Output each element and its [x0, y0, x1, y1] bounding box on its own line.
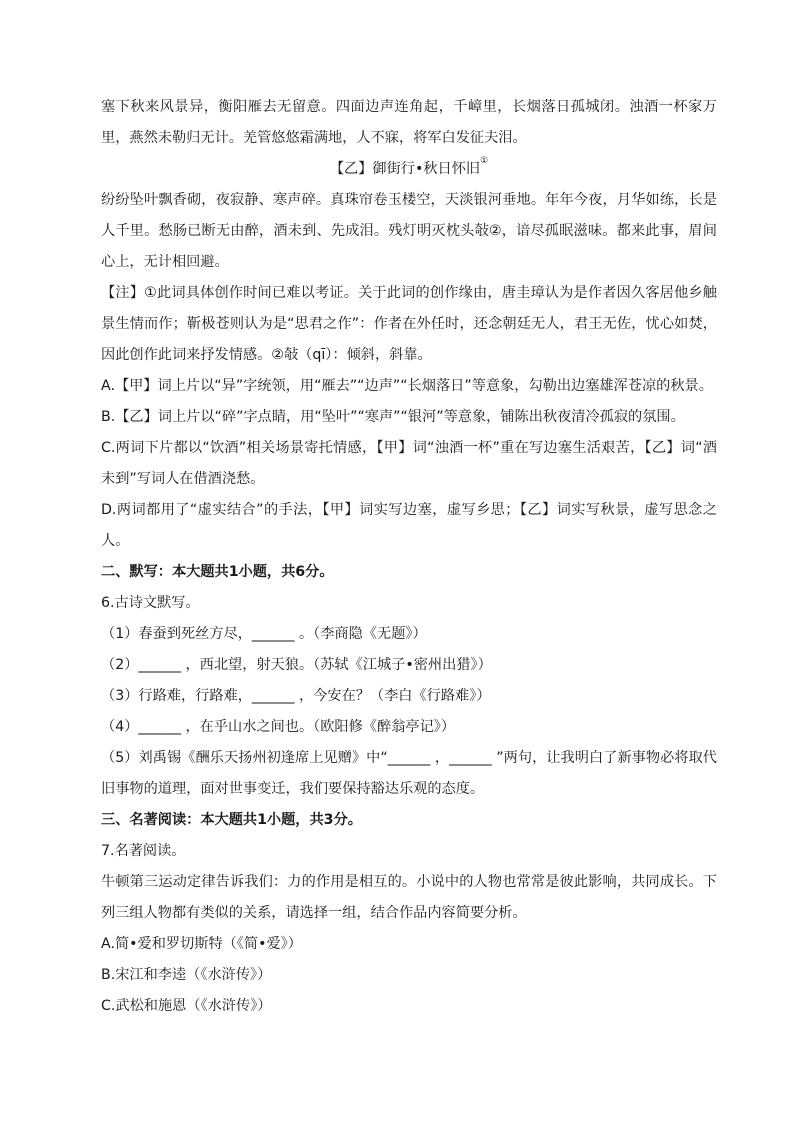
question-7-option-a: A.简•爱和罗切斯特（《简•爱》） [101, 936, 302, 952]
question-6-item-2: （2）______ ，西北望，射天狼。（苏轼《江城子•密州出猎》） [101, 657, 492, 673]
option-c: C.两词下片都以“饮酒”相关场景寄托情感，【甲】词“浊酒一杯”重在写边塞生活艰苦，【乙】词“酒未到”写词人在借酒浇愁。 [101, 440, 717, 487]
section-3-title: 三、名著阅读：本大题共1小题，共3分。 [101, 812, 362, 828]
question-6-title: 6.古诗文默写。 [101, 595, 200, 611]
section-2-title: 二、默写：本大题共1小题，共6分。 [101, 564, 334, 580]
question-6-item-4: （4）______ ，在乎山水之间也。（欧阳修《醉翁亭记》） [101, 719, 456, 735]
poem-note: 【注】①此词具体创作时间已难以考证。关于此词的创作缘由，唐圭璋认为是作者因久客居他乡触景生情而作；靳极苍则认为是“思君之作”：作者在外任时，还念朝廷无人，君王无佐，忧心如焚，因此创作此词来抒发情感。②敧（qī）：倾斜，斜靠。 [101, 285, 717, 363]
poem-jia-text: 塞下秋来风景异，衡阳雁去无留意。四面边声连角起，千嶂里，长烟落日孤城闭。浊酒一杯家万里，燕然未勒归无计。羌管悠悠霜满地，人不寐，将军白发征夫泪。 [101, 99, 717, 146]
question-6-item-3: （3）行路难，行路难，______ ，今安在？（李白《行路难》） [101, 688, 491, 704]
option-d: D.两词都用了“虚实结合”的手法，【甲】词实写边塞，虚写乡思；【乙】词实写秋景，虚写思念之人。 [101, 502, 717, 549]
poem-yi-text: 纷纷坠叶飘香砌，夜寂静、寒声碎。真珠帘卷玉楼空，天淡银河垂地。年年今夜，月华如练，长是人千里。愁肠已断无由醉，酒未到、先成泪。残灯明灭枕头敧②，谙尽孤眠滋味。都来此事，眉间心上，无计相回避。 [101, 192, 717, 270]
poem-yi-title-text: 【乙】御街行•秋日怀旧 [329, 161, 481, 177]
question-7-option-c: C.武松和施恩（《水浒传》） [101, 998, 272, 1014]
question-6-item-5: （5）刘禹锡《酬乐天扬州初逢席上见赠》中“______ ，______ ”两句，让我明白了新事物必将取代旧事物的道理，面对世事变迁，我们要保持豁达乐观的态度。 [101, 750, 717, 797]
question-7-option-b: B.宋江和李逵（《水浒传》） [101, 967, 272, 983]
question-7-title: 7.名著阅读。 [101, 843, 186, 859]
poem-yi-title [101, 154, 717, 185]
option-a: A.【甲】词上片以“异”字统领，用“雁去”“边声”“长烟落日”等意象，勾勒出边塞雄浑苍凉的秋景。 [101, 378, 713, 394]
question-7-text: 牛顿第三运动定律告诉我们：力的作用是相互的。小说中的人物也常常是彼此影响，共同成长。下列三组人物都有类似的关系，请选择一组，结合作品内容简要分析。 [101, 874, 717, 921]
poem-yi-title-footnote-mark: ① [480, 156, 489, 166]
question-6-item-1: （1）春蚕到死丝方尽，______ 。（李商隐《无题》） [101, 626, 427, 642]
option-b: B.【乙】词上片以“碎”字点睛，用“坠叶”“寒声”“银河”等意象，铺陈出秋夜清冷孤寂的氛围。 [101, 409, 685, 425]
exam-page [101, 92, 717, 1022]
